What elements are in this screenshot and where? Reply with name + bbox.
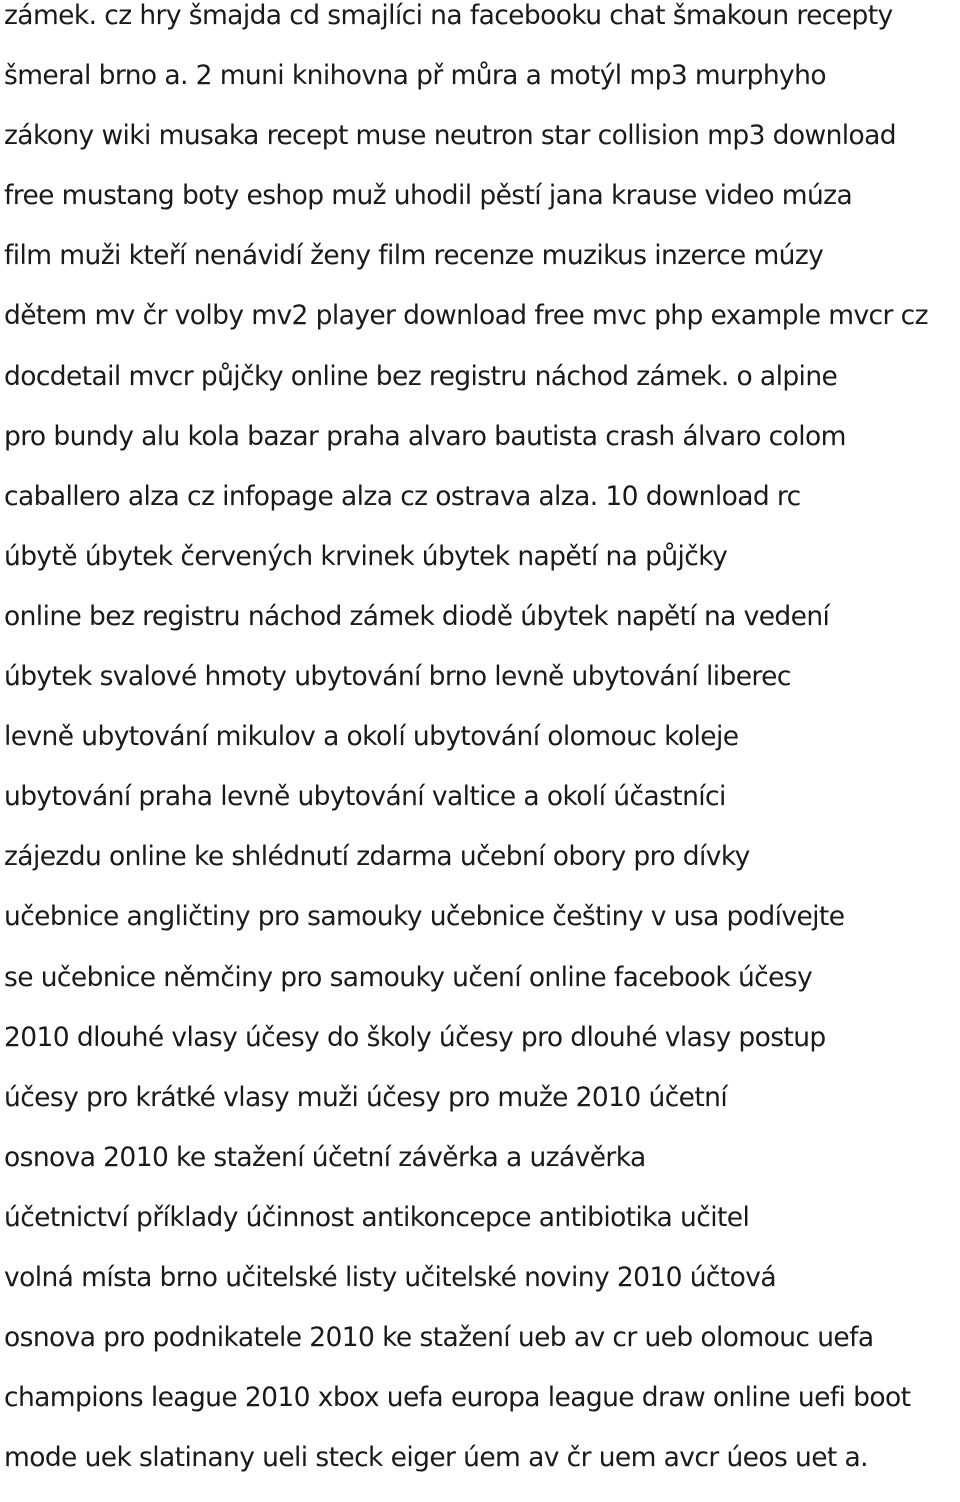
text-line: champions league 2010 xbox uefa europa league draw online uefi boot — [4, 1382, 911, 1414]
text-line: účesy pro krátké vlasy muži účesy pro muže 2010 účetní — [4, 1081, 728, 1113]
text-line: docdetail mvcr půjčky online bez registru náchod zámek. o alpine — [4, 360, 838, 392]
text-line: učebnice angličtiny pro samouky učebnice češtiny v usa podívejte — [4, 901, 845, 933]
text-line: dětem mv čr volby mv2 player download free mvc php example mvcr cz — [4, 300, 928, 332]
text-line: účetnictví příklady účinnost antikoncepce antibiotika učitel — [4, 1201, 750, 1233]
text-line: osnova pro podnikatele 2010 ke stažení ueb av cr ueb olomouc uefa — [4, 1322, 874, 1354]
text-line: ubytování praha levně ubytování valtice a okolí účastníci — [4, 781, 726, 813]
text-line: pro bundy alu kola bazar praha alvaro bautista crash álvaro colom — [4, 420, 846, 452]
text-line: 2010 dlouhé vlasy účesy do školy účesy pro dlouhé vlasy postup — [4, 1021, 826, 1053]
text-line: levně ubytování mikulov a okolí ubytování olomouc koleje — [4, 721, 739, 753]
text-line: zámek. cz hry šmajda cd smajlíci na facebooku chat šmakoun recepty — [4, 0, 893, 31]
text-line: zákony wiki musaka recept muse neutron star collision mp3 download — [4, 120, 897, 152]
text-line: se učebnice němčiny pro samouky učení online facebook účesy — [4, 961, 813, 993]
text-line: osnova 2010 ke stažení účetní závěrka a uzávěrka — [4, 1141, 646, 1173]
text-line: úbytek svalové hmoty ubytování brno levně ubytování liberec — [4, 661, 791, 693]
text-line: mode uek slatinany ueli steck eiger úem av čr uem avcr úeos uet a. — [4, 1442, 868, 1474]
text-line: volná místa brno učitelské listy učitelské noviny 2010 účtová — [4, 1261, 777, 1293]
text-line: free mustang boty eshop muž uhodil pěstí jana krause video múza — [4, 180, 853, 212]
text-line: online bez registru náchod zámek diodě úbytek napětí na vedení — [4, 600, 830, 632]
document-body — [4, 0, 960, 1502]
text-line: film muži kteří nenávidí ženy film recenze muzikus inzerce múzy — [4, 240, 824, 272]
text-line: šmeral brno a. 2 muni knihovna př můra a motýl mp3 murphyho — [4, 60, 826, 92]
text-line: úbytě úbytek červených krvinek úbytek napětí na půjčky — [4, 540, 728, 572]
text-line: caballero alza cz infopage alza cz ostrava alza. 10 download rc — [4, 480, 801, 512]
text-line: zájezdu online ke shlédnutí zdarma učební obory pro dívky — [4, 841, 750, 873]
